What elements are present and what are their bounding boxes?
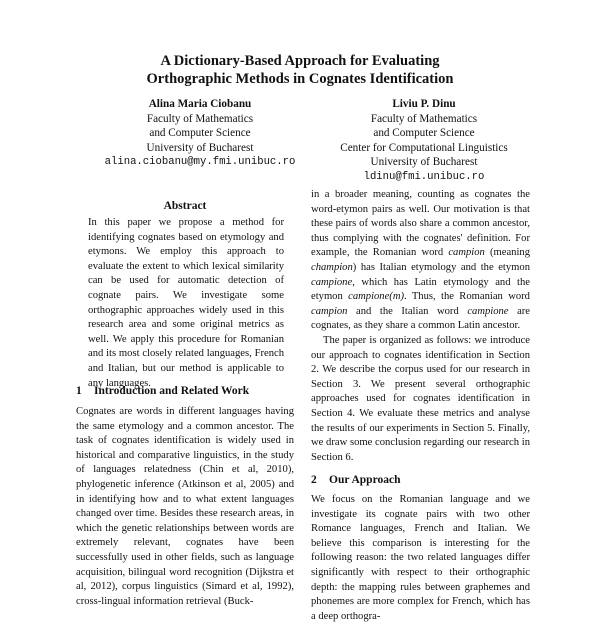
italic-term: campione xyxy=(311,276,353,288)
author-name: Liviu P. Dinu xyxy=(392,98,456,110)
author-block xyxy=(80,97,320,170)
author-email: alina.ciobanu@my.fmi.unibuc.ro xyxy=(104,156,296,169)
abstract-text: In this paper we propose a method for identifying cognates based on etymology and etymons. We employ this approach to evaluate the extent to which lexical similarity can be used for automatic detection of cognate pairs. We investigate some orthographic approaches widely used in this research area and some original metrics as well. We apply this procedure for Romanian and its most closely related languages, French and Italian, but our method is applicable to any languages. xyxy=(88,217,284,389)
section-heading xyxy=(76,385,249,397)
body-paragraph xyxy=(311,493,530,624)
text-run: , which has Latin etymology and the etymon xyxy=(311,276,530,303)
text-run: in a broader meaning, counting as cognates the word-etymon pairs as well. Our motivation is that these pairs of words also share a common ancestor, thus complying with the cognates' definition. For example, the Romanian word xyxy=(311,189,530,259)
italic-term: champion xyxy=(311,261,353,273)
author-name: Alina Maria Ciobanu xyxy=(148,98,252,110)
text-run: (meaning xyxy=(484,247,530,259)
section-title: Our Approach xyxy=(329,474,401,486)
text-run: . Thus, the Romanian word xyxy=(404,291,530,303)
paragraph-text: We focus on the Romanian language and we investigate its cognate pairs with two other Romance languages, French and Italian. We believe this comparison is interesting for the following reason: the two related languages differ significantly with respect to their orthographic depth: the mapping rules between graphemes and phonemes are more complex for French, which has a deep orthogra- xyxy=(311,494,530,622)
italic-term: campione xyxy=(467,305,509,317)
italic-term: campion xyxy=(311,305,348,317)
author-affiliation: University of Bucharest xyxy=(370,156,478,169)
author-email: ldinu@fmi.unibuc.ro xyxy=(363,170,485,183)
author-affiliation: and Computer Science xyxy=(373,127,475,140)
section-number: 1 xyxy=(76,385,82,397)
paragraph: The paper is organized as follows: we introduce our approach to cognates identification in Section 2. We describe the corpus used for our research in Section 3. We present several orthographic approaches used for cognates identification in Section 4. We evaluate these metrics and analyse the results of our experiments in Section 5. Finally, we draw some conclusion regarding our research in Section 6. xyxy=(311,334,530,463)
italic-term: campione(m) xyxy=(348,291,405,303)
paper-title xyxy=(0,52,600,88)
author-affiliation: Faculty of Mathematics xyxy=(370,112,478,125)
abstract-heading: Abstract xyxy=(163,200,207,212)
section-title: Introduction and Related Work xyxy=(94,385,250,397)
author-affiliation: University of Bucharest xyxy=(146,141,254,154)
author-block xyxy=(300,97,548,185)
paragraph xyxy=(311,188,530,334)
paragraph-text: Cognates are words in different languages having the same etymology and a common ancestor. The task of cognates identification is widely used in historical and comparative linguistics, in the study of languages relatedness (Chin et al, 2010), phylogenetic inference (Atkinson et al, 2005) and in identifying how and to what extent languages changed over time. Besides these research areas, in which the genetic relationships between words are extremely relevant, cognates have been successfully used in other fields, such as language acquisition, bilingual word recognition (Dijkstra et al, 2012), corpus linguistics (Simard et al, 1992), cross-lingual information retrieval (Buck- xyxy=(76,406,294,607)
body-column-right xyxy=(311,188,530,465)
text-run: ) has Italian etymology and the etymon xyxy=(352,261,530,273)
text-run: and the Italian word xyxy=(347,305,468,317)
abstract-body xyxy=(88,216,284,391)
author-affiliation: Center for Computational Linguistics xyxy=(340,141,508,154)
title-line: A Dictionary-Based Approach for Evaluating xyxy=(160,53,440,69)
section-number: 2 xyxy=(311,474,317,486)
author-affiliation: Faculty of Mathematics xyxy=(146,112,254,125)
title-line: Orthographic Methods in Cognates Identification xyxy=(146,71,454,87)
body-paragraph xyxy=(76,405,294,609)
text-run: are cognates, as they share a common Latin ancestor. xyxy=(311,305,530,332)
author-affiliation: and Computer Science xyxy=(149,127,251,140)
section-heading xyxy=(311,474,400,486)
italic-term: campion xyxy=(448,247,485,259)
